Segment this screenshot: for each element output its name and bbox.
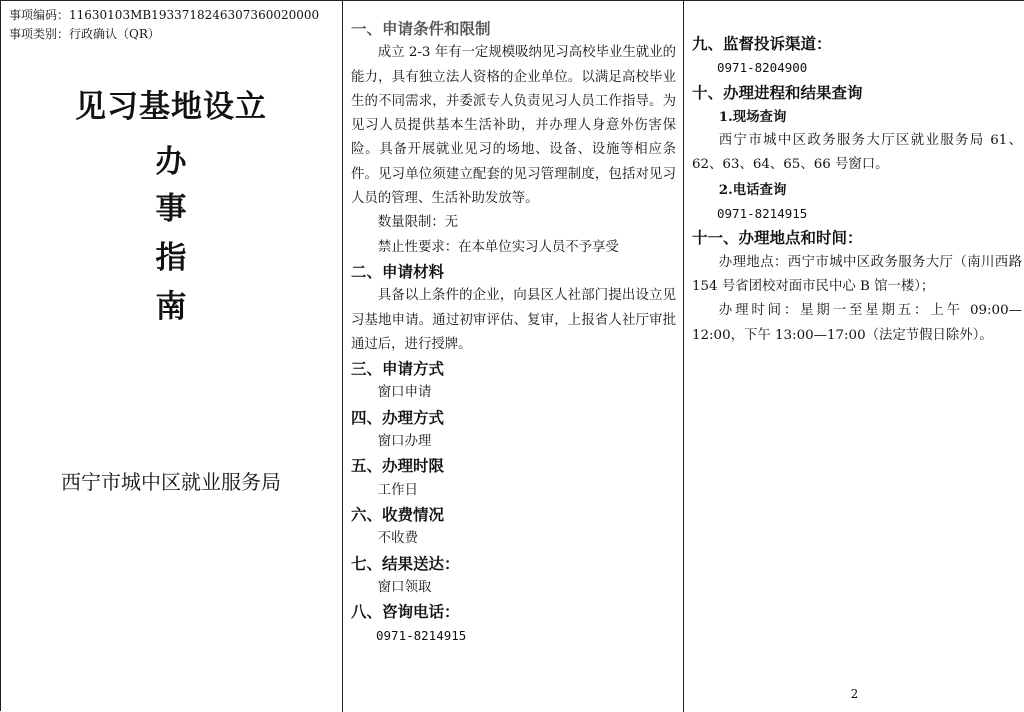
section-heading-materials: 二、申请材料 bbox=[351, 261, 445, 281]
supervision-content bbox=[692, 32, 1022, 348]
conditions-content bbox=[351, 17, 676, 649]
conditions-paragraph: 成立 2-3 年有一定规模吸纳见习高校毕业生就业的能力，具有独立法人资格的企业单位。以满足高校毕业生的不同需求，并委派专人负责见习人员工作指导。为见习人员提供基本生活补助，并办理人身意外伤害保险。具备开展就业见习的场地、设备、设施等相应条件。见习单位须建立配套的见习管理制度，包括对见习人员的管理、生活补助发放等。 bbox=[351, 45, 676, 207]
onsite-query-heading: 1.现场查询 bbox=[718, 108, 787, 125]
item-category: 事项类别：行政确认（QR） bbox=[9, 27, 160, 41]
section-heading-handle-method: 四、办理方式 bbox=[351, 407, 445, 427]
delivery-value: 窗口领取 bbox=[377, 579, 432, 595]
section-heading-progress-query: 十、办理进程和结果查询 bbox=[692, 82, 863, 102]
apply-method-value: 窗口申请 bbox=[377, 385, 432, 401]
fees-value: 不收费 bbox=[377, 531, 418, 547]
page-number: 2 bbox=[850, 687, 859, 701]
title-char-ban: 办 bbox=[155, 144, 187, 180]
supervision-column bbox=[684, 1, 1024, 712]
phone-query-heading: 2.电话查询 bbox=[718, 181, 787, 198]
complaint-phone-value: 0971-8204900 bbox=[717, 60, 808, 76]
section-heading-consult-phone: 八、咨询电话： bbox=[351, 602, 460, 622]
section-heading-time-limit: 五、办理时限 bbox=[351, 456, 445, 476]
handle-method-value: 窗口办理 bbox=[377, 434, 432, 450]
item-code: 事项编码：11630103MB1933718246307360020000 bbox=[9, 8, 320, 22]
onsite-query-text: 西宁市城中区政务服务大厅区就业服务局 61、62、63、64、65、66 号窗口。 bbox=[692, 133, 1022, 173]
section-heading-fees: 六、收费情况 bbox=[351, 504, 445, 524]
section-heading-delivery: 七、结果送达： bbox=[351, 553, 460, 573]
quantity-limit: 数量限制：无 bbox=[377, 215, 459, 231]
section-heading-conditions: 一、申请条件和限制 bbox=[351, 19, 491, 38]
section-heading-apply-method: 三、申请方式 bbox=[351, 359, 445, 379]
office-location: 办理地点：西宁市城中区政务服务大厅（南川西路 154 号省团校对面市民中心 B 馆一楼）； bbox=[692, 254, 1022, 294]
prohibition-requirement: 禁止性要求：在本单位实习人员不予享受 bbox=[377, 239, 619, 255]
title-char-zhi: 指 bbox=[155, 240, 187, 276]
materials-paragraph: 具备以上条件的企业，向县区人社部门提出设立见习基地申请。通过初审评估、复审，上报省人社厅审批通过后，进行授牌。 bbox=[351, 288, 676, 352]
section-heading-location-time: 十一、办理地点和时间： bbox=[692, 228, 863, 248]
consult-phone-value: 0971-8214915 bbox=[376, 628, 467, 644]
time-limit-value: 工作日 bbox=[377, 482, 418, 498]
issuing-organization: 西宁市城中区就业服务局 bbox=[61, 470, 281, 494]
title-char-shi: 事 bbox=[155, 191, 187, 227]
guide-title: 见习基地设立 bbox=[75, 89, 267, 125]
office-hours: 办理时间：星期一至星期五：上午 09:00—12:00，下午 13:00—17:00（法定节假日除外）。 bbox=[692, 303, 1022, 343]
conditions-column bbox=[343, 1, 684, 712]
phone-query-value: 0971-8214915 bbox=[717, 206, 808, 222]
section-heading-complaint: 九、监督投诉渠道： bbox=[692, 34, 832, 53]
title-char-nan: 南 bbox=[155, 289, 187, 325]
cover-column bbox=[1, 1, 343, 712]
